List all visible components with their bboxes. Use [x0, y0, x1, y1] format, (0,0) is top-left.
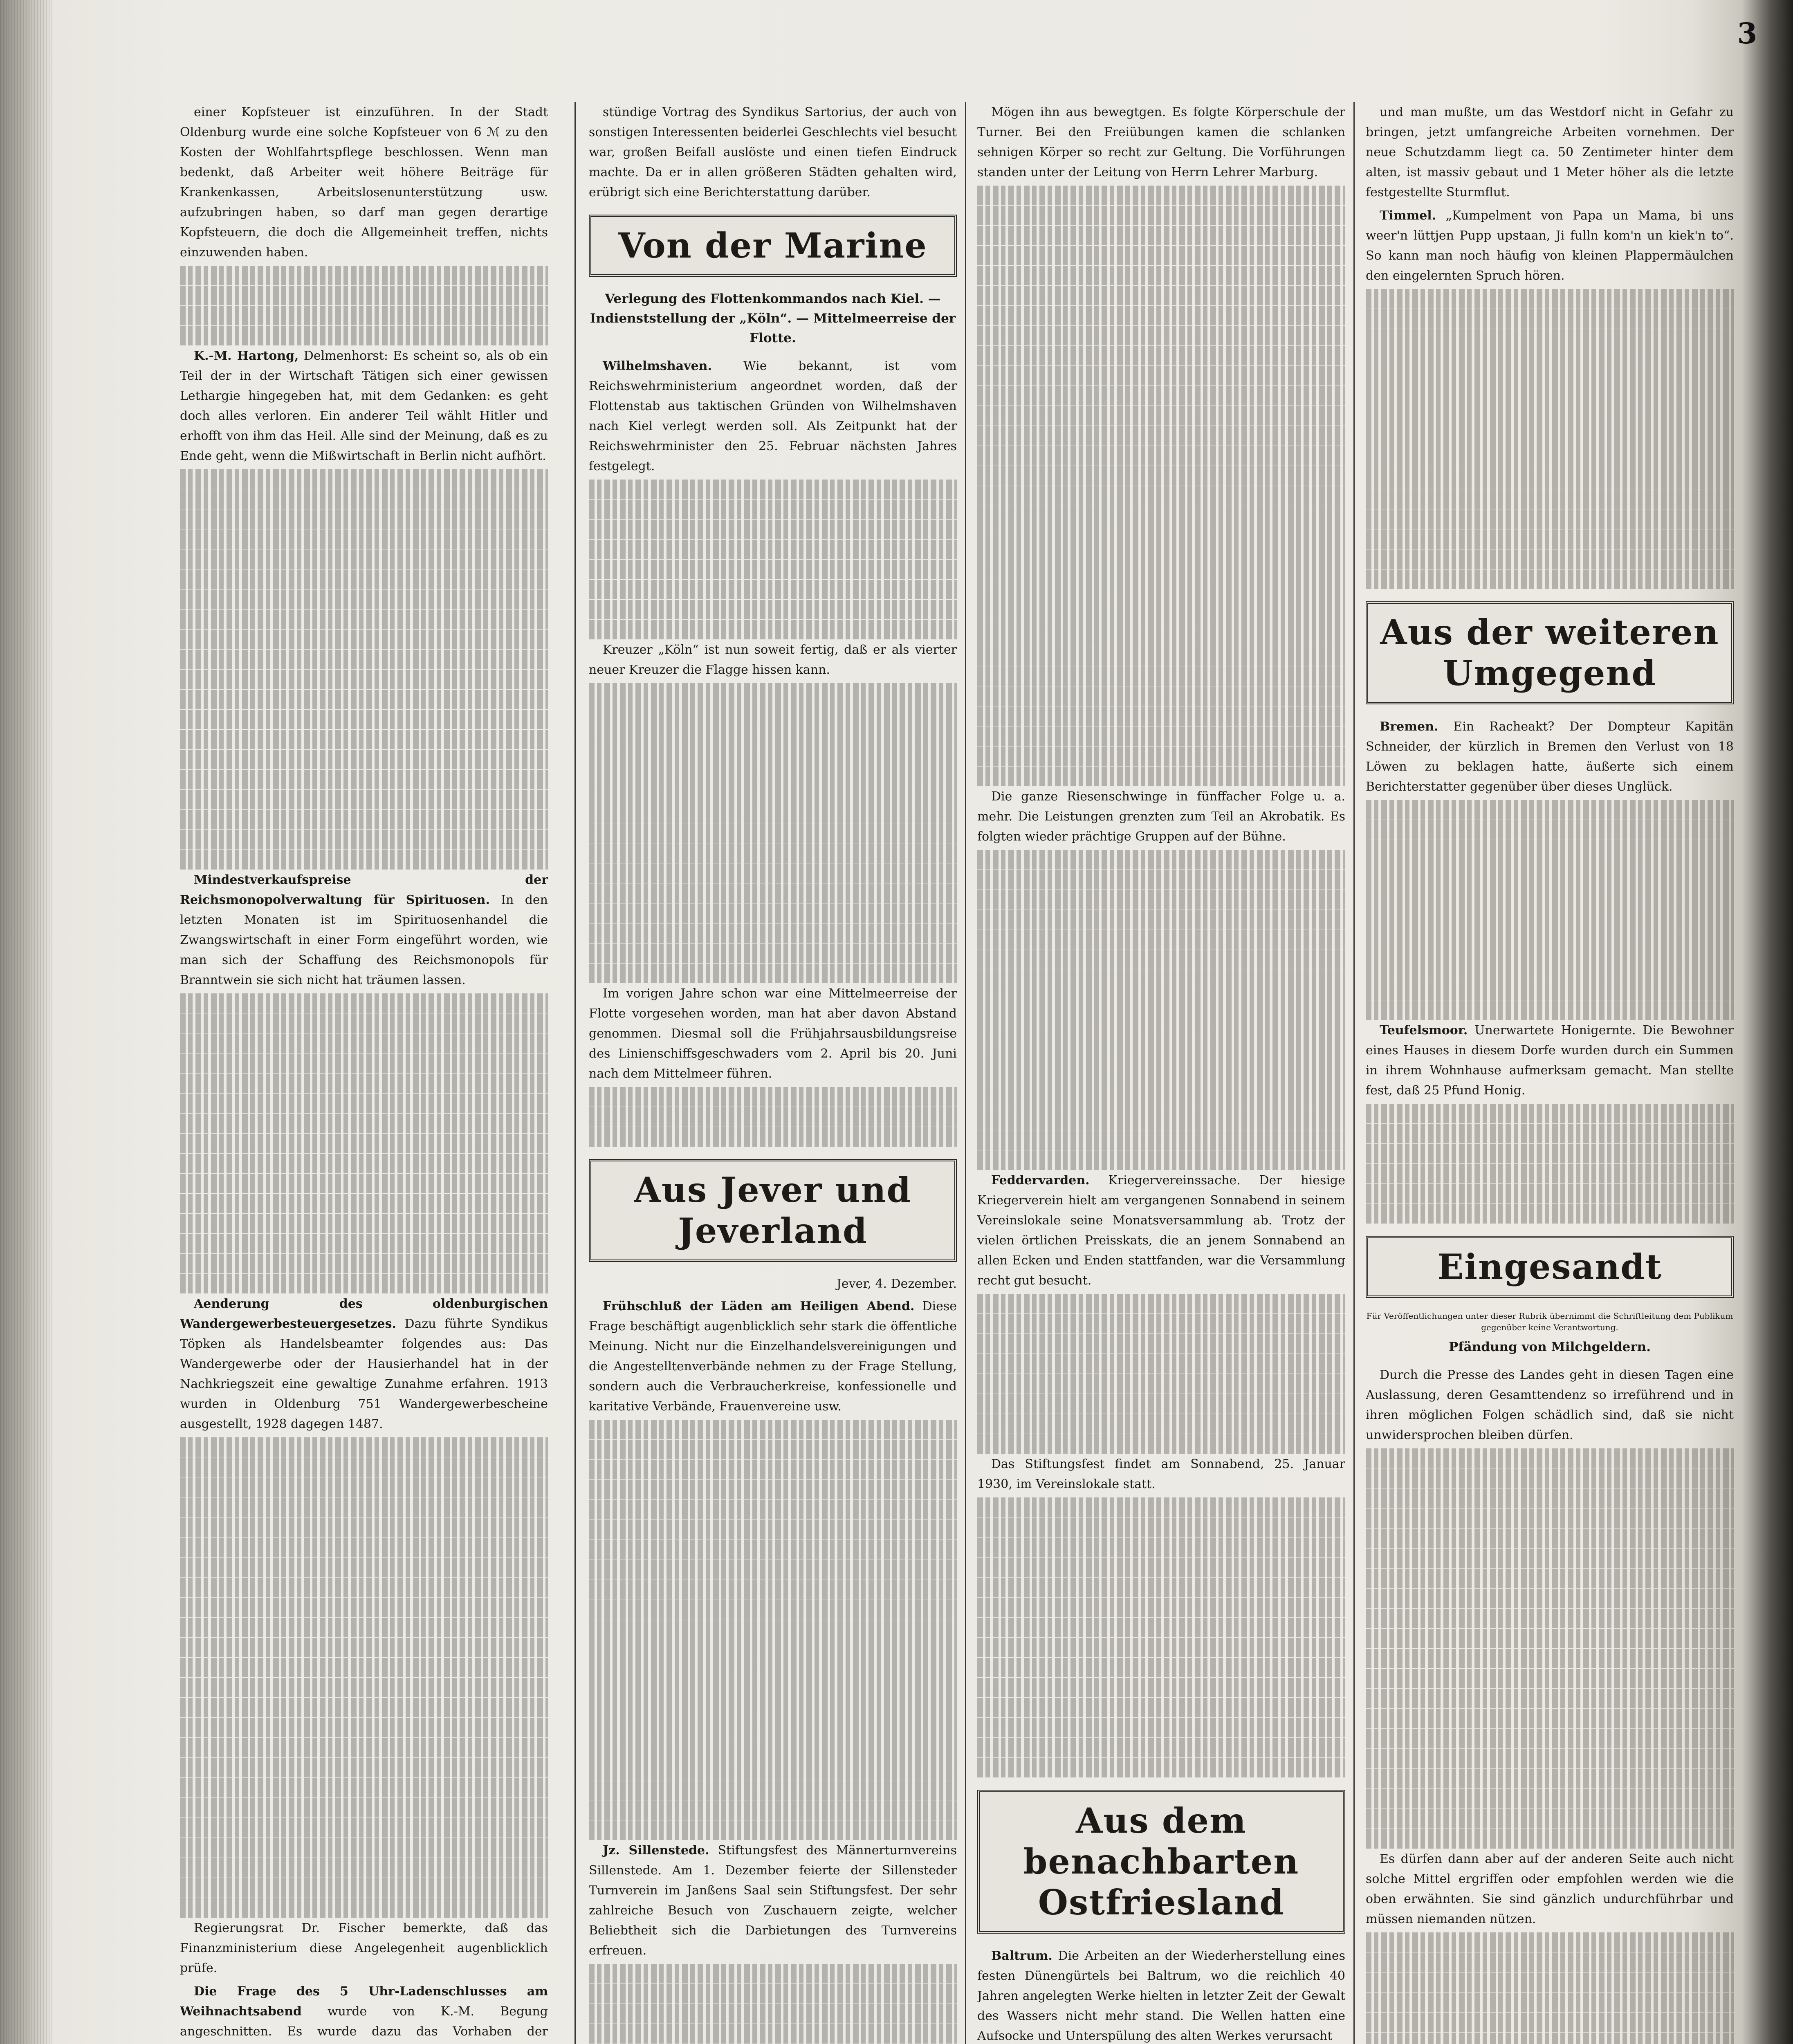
- section-title: Eingesandt: [1437, 1246, 1662, 1287]
- article-paragraph: Bremen. Ein Racheakt? Der Dompteur Kapitän Schneider, der kürzlich in Bremen den Verlust von 18 Löwen zu beklagen hatte, äußerte sich einem Berichterstatter gegenüber über dieses Unglück.: [1366, 719, 1734, 794]
- article-paragraph: Mindestverkaufspreise der Reichsmonopolverwaltung für Spirituosen. In den letzten Monaten ist im Spirituosenhandel die Zwangswirtschaft in einer Form eingeführt worden, wie man sich der Schaffung des Reichsmonopols für Branntwein sie sich nicht hat träumen lassen.: [180, 873, 548, 987]
- article-paragraph: Die Frage des 5 Uhr-Ladenschlusses am Weihnachtsabend wurde von K.-M. Begung angeschnitten. Es wurde dazu das Vorhaben der: [180, 1984, 548, 2039]
- column-1: [180, 102, 548, 2044]
- paragraph-lead: Bremen.: [1380, 719, 1438, 734]
- paragraph-lead: Feddervarden.: [991, 1173, 1090, 1188]
- section-header-eingesandt: [1366, 1236, 1734, 1298]
- section-title: Aus der weiteren Umgegend: [1380, 612, 1719, 693]
- section-title: Von der Marine: [618, 225, 927, 266]
- section-title: Aus Jever und Jeverland: [634, 1170, 912, 1251]
- article-paragraph: Frühschluß der Läden am Heiligen Abend. Diese Frage beschäftigt augenblicklich sehr stark die öffentliche Meinung. Nicht nur die Einzelhandelsvereinigungen und die Angestelltenverbände nehmen zu der Frage Stellung, sondern auch die Verbraucherkreise, konfessionelle und karitative Verbände, Frauenvereine usw.: [589, 1299, 957, 1414]
- article-paragraph: einer Kopfsteuer ist einzuführen. In der Stadt Oldenburg wurde eine solche Kopfsteuer von 6 ℳ zu den Kosten der Wohlfahrtspflege beschlossen. Wenn man bedenkt, daß Arbeiter weit höhere Beiträge für Krankenkassen, Arbeitslosenunterstützung usw. aufzubringen haben, so darf man gegen derartige Kopfsteuern, die doch die Allgemeinheit treffen, nichts einzuwenden haben.: [180, 105, 548, 260]
- section-header-ostfriesland: [977, 1790, 1345, 1934]
- text-line: [180, 266, 548, 285]
- paragraph-lead: Mindestverkaufspreise der Reichsmonopolverwaltung für Spirituosen.: [180, 873, 548, 907]
- article-paragraph: Teufelsmoor. Unerwartete Honigernte. Die Bewohner eines Hauses in diesem Dorfe wurden durch ein Summen in ihrem Wohnhause aufmerksam gemacht. Man stellte fest, daß 25 Pfund Honig.: [1366, 1023, 1734, 1098]
- article-paragraph: Es dürfen dann aber auf der anderen Seite auch nicht solche Mittel ergriffen oder empfohlen werden wie die oben erwähnten. Sie sind gänzlich undurchführbar und müssen niemanden nützen.: [1366, 1852, 1734, 1926]
- article-subheading: Pfändung von Milchgeldern.: [1448, 1340, 1651, 1354]
- column-divider: [965, 102, 966, 2044]
- paragraph-lead: Aenderung des oldenburgischen Wandergewerbesteuergesetzes.: [180, 1297, 548, 1331]
- column-3: [977, 102, 1345, 2044]
- article-paragraph: Das Stiftungsfest findet am Sonnabend, 25. Januar 1930, im Vereinslokale statt.: [977, 1457, 1345, 1491]
- book-binding-edge: [0, 0, 53, 2044]
- paragraph-lead: Wilhelmshaven.: [603, 359, 712, 373]
- article-subheading: Verlegung des Flottenkommandos nach Kiel. — Indienststellung der „Köln“. — Mittelmeerreise der Flotte.: [590, 291, 956, 345]
- paragraph-lead: Frühschluß der Läden am Heiligen Abend.: [603, 1299, 915, 1313]
- article-paragraph: Regierungsrat Dr. Fischer bemerkte, daß das Finanzministerium diese Angelegenheit augenblicklich prüfe.: [180, 1921, 548, 1975]
- article-paragraph: Die ganze Riesenschwinge in fünffacher Folge u. a. mehr. Die Leistungen grenzten zum Teil an Akrobatik. Es folgten wieder prächtige Gruppen auf der Bühne.: [977, 789, 1345, 844]
- section-header-marine: [589, 215, 957, 277]
- article-paragraph: Feddervarden. Kriegervereinssache. Der hiesige Kriegerverein hielt am vergangenen Sonnabend in seinem Vereinslokale seine Monatsversammlung ab. Trotz der vielen örtlichen Preisskats, die an jenem Sonnabend an allen Ecken und Enden stattfanden, war die Versammlung recht gut besucht.: [977, 1173, 1345, 1288]
- article-paragraph: Jz. Sillenstede. Stiftungsfest des Männerturnvereins Sillenstede. Am 1. Dezember feierte der Sillensteder Turnverein im Janßens Saal sein Stiftungsfest. Der sehr zahlreiche Besuch von Zuschauern zeigte, welcher Beliebtheit sich die Darbietungen des Turnvereins erfreuen.: [589, 1843, 957, 1958]
- dateline: Jever, 4. Dezember.: [836, 1277, 957, 1291]
- paragraph-lead: K.-M. Hartong,: [194, 349, 299, 363]
- article-paragraph: Aenderung des oldenburgischen Wandergewerbesteuergesetzes. Dazu führte Syndikus Töpken als Handelsbeamter folgendes aus: Das Wandergewerbe oder der Hausierhandel hat in der Nachkriegszeit eine gewaltige Zunahme erfahren. 1913 wurden in Oldenburg 751 Wandergewerbescheine ausgestellt, 1928 dagegen 1487.: [180, 1297, 548, 1431]
- text-line: [180, 286, 548, 305]
- article-paragraph: stündige Vortrag des Syndikus Sartorius, der auch von sonstigen Interessenten beiderlei Geschlechts viel besucht war, großen Beifall auslöste und einen tiefen Eindruck machte. Da er in allen größeren Städten gehalten wird, erübrigt sich eine Berichterstattung darüber.: [589, 105, 957, 199]
- page-number: 3: [1737, 16, 1757, 50]
- text-line: [180, 306, 548, 325]
- column-2: [589, 102, 957, 2044]
- column-divider: [1353, 102, 1355, 2044]
- section-header-weitere-umgegend: [1366, 601, 1734, 704]
- editorial-disclaimer: Für Veröffentlichungen unter dieser Rubrik übernimmt die Schriftleitung dem Publikum gegenüber keine Verantwortung.: [1366, 1311, 1733, 1332]
- article-paragraph: Im vorigen Jahre schon war eine Mittelmeerreise der Flotte vorgesehen worden, man hat aber davon Abstand genommen. Diesmal soll die Frühjahrsausbildungsreise des Linienschiffsgeschwaders vom 2. April bis 20. Juni nach dem Mittelmeer führen.: [589, 986, 957, 1081]
- section-title: Aus dem benachbarten Ostfriesland: [1023, 1800, 1299, 1923]
- section-header-jever: [589, 1159, 957, 1262]
- article-paragraph: Durch die Presse des Landes geht in diesen Tagen eine Auslassung, deren Gesamttendenz so irreführend und in ihren möglichen Folgen schädlich sind, daß sie nicht unwidersprochen bleiben dürfen.: [1366, 1368, 1734, 1442]
- column-4: [1366, 102, 1734, 2044]
- text-line: [180, 326, 548, 345]
- article-paragraph: Baltrum. Die Arbeiten an der Wiederherstellung eines festen Dünengürtels bei Baltrum, wo die reichlich 40 Jahren angelegten Werke hielten in letzter Zeit der Gewalt des Wassers nicht mehr stand. Die Wellen hatten eine Aufsocke und Unterspülung des alten Werkes verursacht: [977, 1949, 1345, 2043]
- paragraph-lead: Jz. Sillenstede.: [603, 1843, 709, 1858]
- paragraph-lead: Teufelsmoor.: [1380, 1023, 1468, 1038]
- article-paragraph: Mögen ihn aus bewegtgen. Es folgte Körperschule der Turner. Bei den Freiübungen kamen die schlanken sehnigen Körper so recht zur Geltung. Die Vorführungen standen unter der Leitung von Herrn Lehrer Marburg.: [977, 105, 1345, 179]
- column-divider: [574, 102, 576, 2044]
- article-paragraph: K.-M. Hartong, Delmenhorst: Es scheint so, als ob ein Teil der in der Wirtschaft Tätigen sich einer gewissen Lethargie hingegeben hat, mit dem Gedanken: es geht doch alles verloren. Ein anderer Teil wählt Hitler und erhofft von ihm das Heil. Alle sind der Meinung, daß es zu Ende geht, wenn die Mißwirtschaft in Berlin nicht aufhört.: [180, 349, 548, 463]
- article-paragraph: Kreuzer „Köln“ ist nun soweit fertig, daß er als vierter neuer Kreuzer die Flagge hissen kann.: [589, 643, 957, 677]
- article-paragraph: Timmel. „Kumpelment von Papa un Mama, bi uns weer'n lüttjen Pupp upstaan, Ji fulln kom'n un kiek'n to“. So kann man noch häufig von kleinen Plappermäulchen den eingelernten Spruch hören.: [1366, 208, 1734, 283]
- article-paragraph: und man mußte, um das Westdorf nicht in Gefahr zu bringen, jetzt umfangreiche Arbeiten vornehmen. Der neue Schutzdamm liegt ca. 50 Zentimeter hinter dem alten, ist massiv gebaut und 1 Meter höher als die letzte festgestellte Sturmflut.: [1366, 105, 1734, 199]
- paragraph-lead: Timmel.: [1380, 208, 1436, 223]
- article-paragraph: Wilhelmshaven. Wie bekannt, ist vom Reichswehrministerium angeordnet worden, daß der Flottenstab aus taktischen Gründen von Wilhelmshaven nach Kiel verlegt werden soll. Als Zeitpunkt hat der Reichswehrminister den 25. Februar nächsten Jahres festgelegt.: [589, 359, 957, 473]
- paragraph-lead: Baltrum.: [991, 1949, 1052, 1963]
- paragraph-lead: Die Frage des 5 Uhr-Ladenschlusses am Weihnachtsabend: [180, 1984, 548, 2019]
